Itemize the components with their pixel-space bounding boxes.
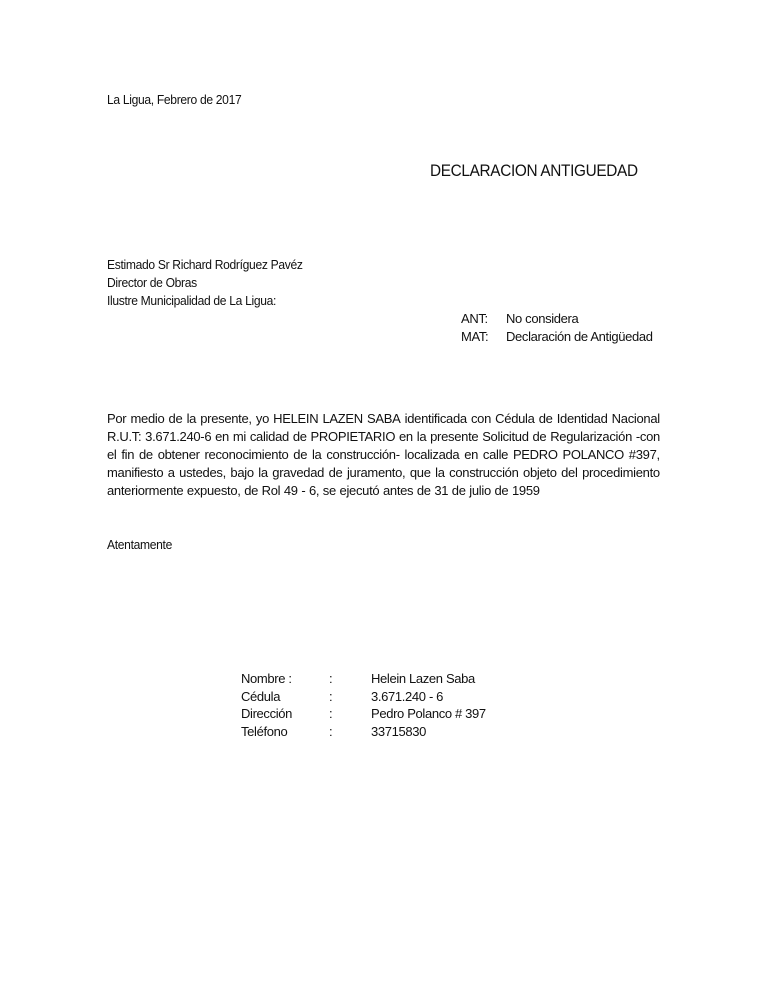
paragraph-word: en [399, 429, 413, 444]
recipient-name: Estimado Sr Richard Rodríguez Pavéz [107, 257, 303, 272]
paragraph-line [107, 410, 660, 428]
paragraph-word: reconocimiento [204, 447, 289, 462]
paragraph-word: calle [482, 447, 509, 462]
paragraph-word: presente [430, 429, 479, 444]
paragraph-word: procedimiento [582, 465, 660, 480]
paragraph-word: calidad [249, 429, 289, 444]
paragraph-word: yo [255, 411, 270, 426]
signature-label: Dirección [241, 706, 293, 721]
paragraph-word: la [435, 465, 445, 480]
paragraph-word: SABA [367, 411, 401, 426]
paragraph-word: la [311, 447, 322, 462]
paragraph-word: construcción- [326, 447, 400, 462]
paragraph-word: de [538, 411, 553, 426]
paragraph-word: de [293, 447, 308, 462]
paragraph-word: de [451, 483, 466, 498]
paragraph-word: PEDRO [512, 447, 558, 462]
paragraph-word: #397, [628, 447, 660, 462]
signature-label: Cédula [241, 688, 281, 704]
recipient-institution: Ilustre Municipalidad de La Ligua: [107, 293, 277, 308]
paragraph-word: Rol [261, 483, 281, 498]
paragraph-word: 49 [283, 483, 298, 498]
paragraph-word: de [168, 411, 183, 426]
paragraph-word: fin [121, 447, 135, 462]
signature-block [241, 670, 541, 740]
recipient-block [107, 256, 303, 310]
paragraph-word: que [409, 465, 431, 480]
paragraph-word: julio [469, 483, 491, 498]
paragraph-word: POLANCO [562, 447, 624, 462]
paragraph-word: anteriormente [107, 483, 184, 498]
paragraph-word: de [416, 483, 431, 498]
paragraph-word: se [322, 483, 336, 498]
signature-value: Helein Lazen Saba [371, 671, 475, 686]
paragraph-word: antes [382, 483, 414, 498]
paragraph-word: el [107, 447, 117, 462]
paragraph-word: HELEIN [273, 411, 319, 426]
paragraph-word: la [416, 429, 427, 444]
paragraph-word: manifiesto [107, 465, 164, 480]
paragraph-word: medio [130, 411, 165, 426]
paragraph-word: -con [635, 429, 660, 444]
paragraph-word: Regularización [550, 429, 633, 444]
paragraph-word: objeto [523, 465, 557, 480]
paragraph-word: - [301, 483, 306, 498]
paragraph-word: gravedad [272, 465, 325, 480]
paragraph-word: Por [107, 411, 127, 426]
signature-value: 3.671.240 - 6 [371, 688, 444, 704]
signature-separator: : [329, 688, 333, 704]
paragraph-line [107, 428, 660, 446]
paragraph-word: de [532, 429, 547, 444]
signature-row-phone [241, 723, 541, 741]
signature-row-address [241, 705, 541, 723]
paragraph-word: expuesto, [186, 483, 241, 498]
reference-mat-key: MAT: [461, 329, 489, 344]
paragraph-word: presente, [200, 411, 252, 426]
reference-mat-value: Declaración de Antigüedad [506, 329, 653, 344]
signature-value: 33715830 [371, 723, 427, 739]
declaration-paragraph [107, 410, 660, 500]
paragraph-word: ejecutó [339, 483, 380, 498]
paragraph-word: en [215, 429, 229, 444]
paragraph-word: 31 [434, 483, 449, 498]
paragraph-word: de [139, 447, 153, 462]
signature-separator: : [329, 671, 333, 686]
paragraph-word: a [167, 465, 175, 480]
closing-salutation: Atentamente [107, 537, 172, 552]
reference-ant-key: ANT: [461, 311, 488, 326]
paragraph-word: de [328, 465, 343, 480]
paragraph-word: localizada [404, 447, 460, 462]
paragraph-word: de [494, 483, 509, 498]
paragraph-word: Solicitud [482, 429, 529, 444]
signature-separator: : [329, 723, 333, 739]
paragraph-word: mi [232, 429, 246, 444]
paragraph-word: 6, [308, 483, 320, 498]
paragraph-word: en [464, 447, 479, 462]
paragraph-word: Cédula [495, 411, 535, 426]
paragraph-word: con [470, 411, 492, 426]
paragraph-word: obtener [157, 447, 200, 462]
paragraph-word: Identidad [556, 411, 608, 426]
paragraph-line [107, 464, 660, 482]
paragraph-line [107, 446, 660, 464]
paragraph-word: del [561, 465, 578, 480]
paragraph-word: bajo [230, 465, 254, 480]
paragraph-line [107, 482, 660, 500]
paragraph-word: 1959 [511, 483, 540, 498]
paragraph-word: la [186, 411, 197, 426]
reference-ant-value: No considera [506, 311, 579, 326]
paragraph-word: Nacional [611, 411, 660, 426]
signature-value: Pedro Polanco # 397 [371, 706, 486, 721]
paragraph-word: juramento, [346, 465, 406, 480]
signature-label: Teléfono [241, 723, 288, 739]
paragraph-word: ustedes, [179, 465, 226, 480]
place-date: La Ligua, Febrero de 2017 [107, 92, 242, 107]
paragraph-word: identificada [404, 411, 467, 426]
signature-separator: : [329, 706, 333, 721]
paragraph-word: construcción [449, 465, 519, 480]
recipient-role: Director de Obras [107, 275, 197, 290]
paragraph-word: 3.671.240-6 [145, 429, 212, 444]
paragraph-word: de [292, 429, 307, 444]
signature-row-name [241, 670, 541, 688]
paragraph-word: R.U.T: [107, 429, 142, 444]
signature-row-id [241, 688, 541, 706]
paragraph-word: de [244, 483, 259, 498]
paragraph-word: LAZEN [322, 411, 363, 426]
paragraph-word: PROPIETARIO [310, 429, 396, 444]
paragraph-word: la [258, 465, 268, 480]
document-title: DECLARACION ANTIGUEDAD [430, 162, 638, 180]
signature-label: Nombre : [241, 671, 292, 686]
